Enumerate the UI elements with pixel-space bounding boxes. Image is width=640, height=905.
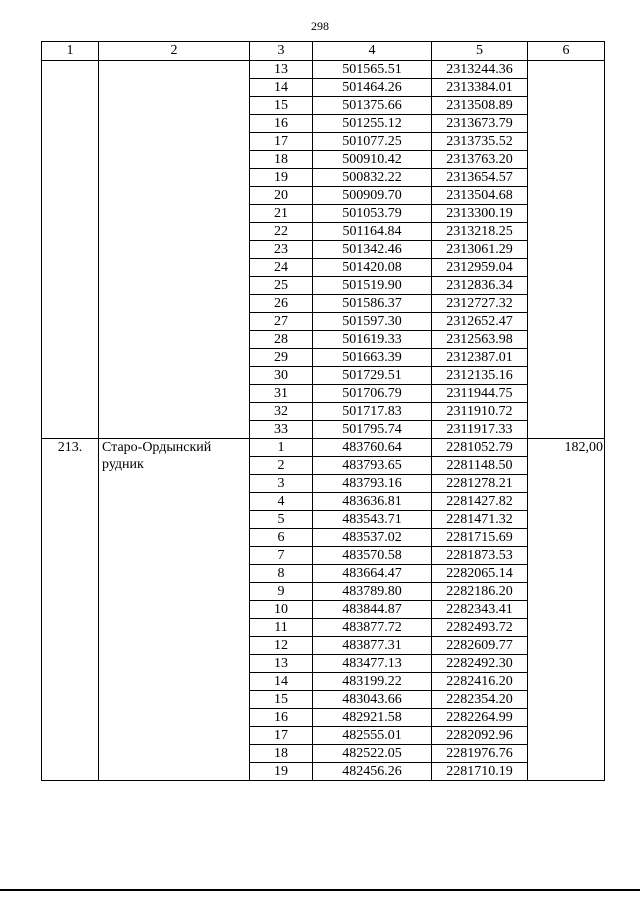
coordinate-x: 501464.26 bbox=[313, 79, 432, 97]
coordinate-y: 2313244.36 bbox=[432, 61, 528, 79]
coordinate-y: 2282186.20 bbox=[432, 583, 528, 601]
point-number: 22 bbox=[250, 223, 313, 241]
point-number: 19 bbox=[250, 763, 313, 781]
point-number: 28 bbox=[250, 331, 313, 349]
header-col-4: 4 bbox=[313, 42, 432, 61]
coordinate-y: 2282609.77 bbox=[432, 637, 528, 655]
coordinate-y: 2312135.16 bbox=[432, 367, 528, 385]
coordinate-y: 2281976.76 bbox=[432, 745, 528, 763]
bottom-rule bbox=[0, 889, 640, 891]
coordinate-x: 501706.79 bbox=[313, 385, 432, 403]
table-header-row bbox=[42, 42, 605, 61]
object-name bbox=[99, 61, 250, 439]
point-number: 2 bbox=[250, 457, 313, 475]
coordinate-x: 482555.01 bbox=[313, 727, 432, 745]
coordinate-y: 2282264.99 bbox=[432, 709, 528, 727]
coordinate-y: 2312563.98 bbox=[432, 331, 528, 349]
point-number: 11 bbox=[250, 619, 313, 637]
coordinate-x: 482921.58 bbox=[313, 709, 432, 727]
coordinate-x: 482456.26 bbox=[313, 763, 432, 781]
point-number: 29 bbox=[250, 349, 313, 367]
point-number: 15 bbox=[250, 97, 313, 115]
coordinate-y: 2312652.47 bbox=[432, 313, 528, 331]
coordinate-y: 2282343.41 bbox=[432, 601, 528, 619]
point-number: 12 bbox=[250, 637, 313, 655]
coordinates-table bbox=[41, 41, 605, 781]
coordinate-y: 2313504.68 bbox=[432, 187, 528, 205]
coordinate-y: 2281715.69 bbox=[432, 529, 528, 547]
point-number: 23 bbox=[250, 241, 313, 259]
point-number: 26 bbox=[250, 295, 313, 313]
coordinate-x: 483043.66 bbox=[313, 691, 432, 709]
coordinate-x: 501053.79 bbox=[313, 205, 432, 223]
coordinate-x: 483877.72 bbox=[313, 619, 432, 637]
coordinate-y: 2282416.20 bbox=[432, 673, 528, 691]
coordinate-y: 2311944.75 bbox=[432, 385, 528, 403]
coordinate-x: 501663.39 bbox=[313, 349, 432, 367]
header-col-6: 6 bbox=[528, 42, 605, 61]
header-col-3: 3 bbox=[250, 42, 313, 61]
object-area bbox=[528, 61, 605, 439]
coordinate-y: 2312836.34 bbox=[432, 277, 528, 295]
point-number: 16 bbox=[250, 115, 313, 133]
coordinate-y: 2282354.20 bbox=[432, 691, 528, 709]
point-number: 31 bbox=[250, 385, 313, 403]
coordinate-y: 2313300.19 bbox=[432, 205, 528, 223]
coordinate-y: 2281052.79 bbox=[432, 439, 528, 457]
point-number: 8 bbox=[250, 565, 313, 583]
coordinate-x: 501164.84 bbox=[313, 223, 432, 241]
coordinate-x: 501795.74 bbox=[313, 421, 432, 439]
header-col-1: 1 bbox=[42, 42, 99, 61]
point-number: 4 bbox=[250, 493, 313, 511]
point-number: 15 bbox=[250, 691, 313, 709]
point-number: 13 bbox=[250, 61, 313, 79]
coordinate-x: 500832.22 bbox=[313, 169, 432, 187]
coordinate-y: 2281278.21 bbox=[432, 475, 528, 493]
object-number: 213. bbox=[42, 439, 99, 781]
coordinate-x: 501586.37 bbox=[313, 295, 432, 313]
coordinate-x: 483570.58 bbox=[313, 547, 432, 565]
coordinate-x: 500909.70 bbox=[313, 187, 432, 205]
point-number: 18 bbox=[250, 745, 313, 763]
coordinate-x: 483477.13 bbox=[313, 655, 432, 673]
point-number: 19 bbox=[250, 169, 313, 187]
coordinate-x: 500910.42 bbox=[313, 151, 432, 169]
object-number bbox=[42, 61, 99, 439]
coordinate-x: 501717.83 bbox=[313, 403, 432, 421]
point-number: 1 bbox=[250, 439, 313, 457]
coordinate-x: 483793.65 bbox=[313, 457, 432, 475]
coordinate-x: 483877.31 bbox=[313, 637, 432, 655]
point-number: 21 bbox=[250, 205, 313, 223]
coordinate-y: 2282092.96 bbox=[432, 727, 528, 745]
point-number: 18 bbox=[250, 151, 313, 169]
point-number: 30 bbox=[250, 367, 313, 385]
point-number: 5 bbox=[250, 511, 313, 529]
point-number: 13 bbox=[250, 655, 313, 673]
point-number: 25 bbox=[250, 277, 313, 295]
coordinate-x: 501375.66 bbox=[313, 97, 432, 115]
point-number: 32 bbox=[250, 403, 313, 421]
coordinate-x: 483760.64 bbox=[313, 439, 432, 457]
page-number: 298 bbox=[311, 19, 329, 33]
point-number: 24 bbox=[250, 259, 313, 277]
coordinate-y: 2281873.53 bbox=[432, 547, 528, 565]
coordinate-x: 483636.81 bbox=[313, 493, 432, 511]
table-row bbox=[42, 439, 605, 457]
coordinate-y: 2311917.33 bbox=[432, 421, 528, 439]
coordinate-y: 2281148.50 bbox=[432, 457, 528, 475]
point-number: 3 bbox=[250, 475, 313, 493]
coordinate-y: 2282492.30 bbox=[432, 655, 528, 673]
point-number: 33 bbox=[250, 421, 313, 439]
point-number: 17 bbox=[250, 727, 313, 745]
object-name: Старо-Ордынский рудник bbox=[99, 439, 250, 781]
point-number: 27 bbox=[250, 313, 313, 331]
coordinate-x: 501077.25 bbox=[313, 133, 432, 151]
coordinate-y: 2312387.01 bbox=[432, 349, 528, 367]
coordinate-x: 483789.80 bbox=[313, 583, 432, 601]
coordinate-x: 501565.51 bbox=[313, 61, 432, 79]
coordinate-y: 2311910.72 bbox=[432, 403, 528, 421]
point-number: 7 bbox=[250, 547, 313, 565]
coordinate-y: 2312727.32 bbox=[432, 295, 528, 313]
coordinate-x: 501519.90 bbox=[313, 277, 432, 295]
coordinate-x: 501255.12 bbox=[313, 115, 432, 133]
point-number: 9 bbox=[250, 583, 313, 601]
coordinate-y: 2282493.72 bbox=[432, 619, 528, 637]
coordinate-y: 2313673.79 bbox=[432, 115, 528, 133]
coordinate-y: 2313763.20 bbox=[432, 151, 528, 169]
point-number: 14 bbox=[250, 673, 313, 691]
header-col-5: 5 bbox=[432, 42, 528, 61]
coordinate-y: 2313508.89 bbox=[432, 97, 528, 115]
coordinate-y: 2281427.82 bbox=[432, 493, 528, 511]
coordinate-x: 483199.22 bbox=[313, 673, 432, 691]
coordinate-y: 2312959.04 bbox=[432, 259, 528, 277]
point-number: 16 bbox=[250, 709, 313, 727]
point-number: 20 bbox=[250, 187, 313, 205]
point-number: 6 bbox=[250, 529, 313, 547]
coordinate-y: 2313061.29 bbox=[432, 241, 528, 259]
coordinate-x: 501597.30 bbox=[313, 313, 432, 331]
coordinate-x: 483543.71 bbox=[313, 511, 432, 529]
header-col-2: 2 bbox=[99, 42, 250, 61]
coordinate-x: 501420.08 bbox=[313, 259, 432, 277]
coordinate-x: 483664.47 bbox=[313, 565, 432, 583]
coordinate-x: 482522.05 bbox=[313, 745, 432, 763]
coordinate-y: 2313218.25 bbox=[432, 223, 528, 241]
coordinate-y: 2282065.14 bbox=[432, 565, 528, 583]
object-area: 182,00 bbox=[528, 439, 605, 781]
coordinate-x: 501342.46 bbox=[313, 241, 432, 259]
coordinate-y: 2313654.57 bbox=[432, 169, 528, 187]
point-number: 17 bbox=[250, 133, 313, 151]
coordinate-y: 2281710.19 bbox=[432, 763, 528, 781]
table-row bbox=[42, 61, 605, 79]
coordinate-y: 2281471.32 bbox=[432, 511, 528, 529]
coordinate-x: 483844.87 bbox=[313, 601, 432, 619]
coordinate-x: 483793.16 bbox=[313, 475, 432, 493]
coordinate-x: 483537.02 bbox=[313, 529, 432, 547]
point-number: 14 bbox=[250, 79, 313, 97]
coordinate-y: 2313735.52 bbox=[432, 133, 528, 151]
coordinate-x: 501619.33 bbox=[313, 331, 432, 349]
coordinate-y: 2313384.01 bbox=[432, 79, 528, 97]
coordinate-x: 501729.51 bbox=[313, 367, 432, 385]
point-number: 10 bbox=[250, 601, 313, 619]
